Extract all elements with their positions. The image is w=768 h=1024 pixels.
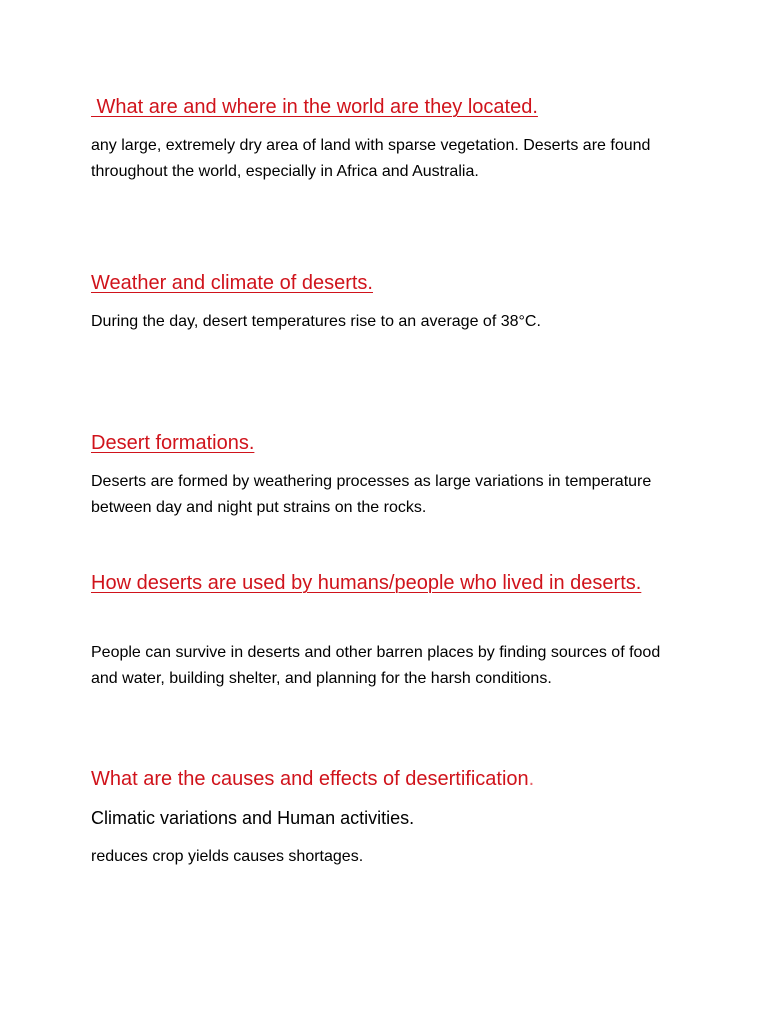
section-heading-location-text: What are and where in the world are they located.	[91, 96, 538, 118]
section-body-location: any large, extremely dry area of land with sparse vegetation. Deserts are found throughout the world, especially in Africa and Australia.	[91, 137, 651, 180]
section-heading-weather-text: Weather and climate of deserts.	[91, 272, 373, 294]
section-heading-desertification-period: .	[528, 768, 535, 790]
section-heading-weather	[91, 268, 691, 299]
section-heading-human-use	[91, 568, 691, 599]
section-body-formations: Deserts are formed by weathering processes as large variations in temperature between day and night put strains on the rocks.	[91, 473, 652, 516]
section-body-desertification-effects: reduces crop yields causes shortages.	[91, 848, 364, 865]
section-heading-formations-text: Desert formations.	[91, 432, 255, 454]
section-heading-human-use-text: How deserts are used by humans/people who lived in deserts.	[91, 572, 642, 594]
section-body-weather: During the day, desert temperatures rise to an average of 38°C.	[91, 313, 541, 330]
section-heading-formations	[91, 428, 691, 459]
section-heading-desertification-text: What are the causes and effects of desertification	[91, 768, 529, 790]
section-body-human-use: People can survive in deserts and other barren places by finding sources of food and water, building shelter, and planning for the harsh conditions.	[91, 644, 661, 687]
section-heading-desertification	[91, 764, 691, 795]
section-body-desertification-causes: Climatic variations and Human activities.	[91, 808, 415, 828]
section-heading-location	[91, 92, 691, 123]
